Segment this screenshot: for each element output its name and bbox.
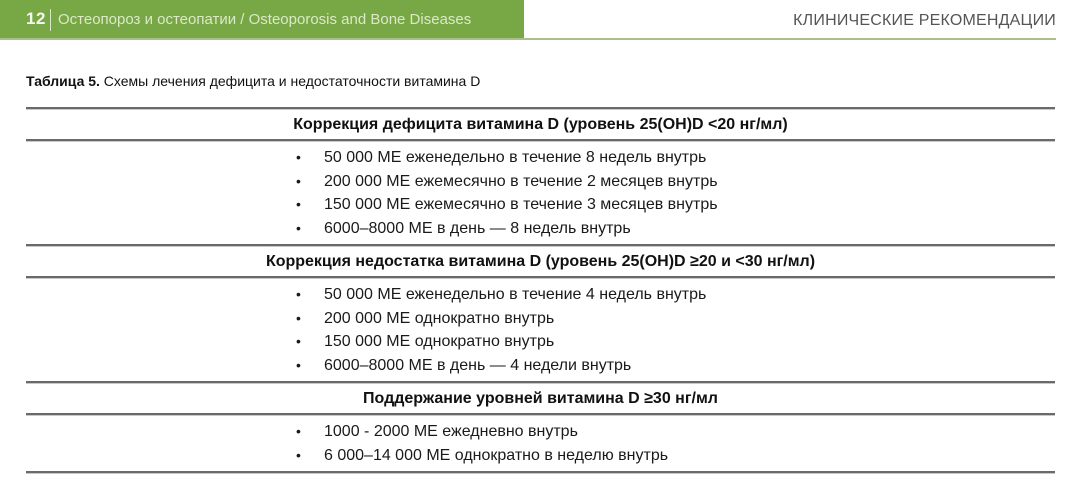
bullet-icon: • [296,219,301,236]
list-item: • 6 000–14 000 МЕ однократно в неделю внутрь [26,444,1055,468]
bullet-icon: • [296,286,301,302]
list-item: • 1000 - 2000 МЕ ежедневно внутрь [26,420,1055,444]
list-item: • 200 000 МЕ однократно внутрь [26,307,1055,331]
running-title: Остеопороз и остеопатии / Osteoporosis and Bone Diseases [58,11,472,28]
group-heading-insufficiency: Коррекция недостатка витамина D (уровень 25(OH)D ≥20 и <30 нг/мл) [265,253,816,270]
group-body-insufficiency [26,279,1055,381]
group-body-maintenance [26,416,1055,471]
bullet-icon: • [296,446,301,463]
table-caption-text: Схемы лечения дефицита и недостаточности витамина D [99,73,481,89]
table-caption-label: Таблица 5. [26,73,100,89]
page-number: 12 [26,9,46,28]
bullet-icon: • [296,356,301,373]
bullet-icon: • [296,172,301,189]
list-item: • 200 000 МЕ ежемесячно в течение 2 месяцев внутрь [26,170,1055,194]
list-item: • 50 000 МЕ еженедельно в течение 8 недель внутрь [26,146,1055,170]
list-item: • 150 000 МЕ однократно внутрь [26,330,1055,354]
group-body-deficiency [26,142,1055,244]
bullet-icon: • [296,149,301,165]
bullet-icon: • [296,423,301,439]
list-item: • 50 000 МЕ еженедельно в течение 4 недель внутрь [26,283,1055,307]
bullet-icon: • [296,196,301,212]
list-item: • 6000–8000 МЕ в день — 4 недели внутрь [26,354,1055,378]
bullet-icon: • [296,333,301,349]
section-label: КЛИНИЧЕСКИЕ РЕКОМЕНДАЦИИ [793,12,1056,29]
group-heading-maintenance: Поддержание уровней витамина D ≥30 нг/мл [363,390,718,407]
table-rule [26,471,1055,474]
treatment-table [26,107,1055,474]
list-item: • 150 000 МЕ ежемесячно в течение 3 месяцев внутрь [26,193,1055,217]
table-caption [26,73,480,89]
header-rule [0,38,1056,40]
page-number-separator [50,9,51,31]
group-heading-deficiency: Коррекция дефицита витамина D (уровень 25(OH)D <20 нг/мл) [293,116,788,133]
bullet-icon: • [296,309,301,326]
list-item: • 6000–8000 МЕ в день — 8 недель внутрь [26,217,1055,241]
